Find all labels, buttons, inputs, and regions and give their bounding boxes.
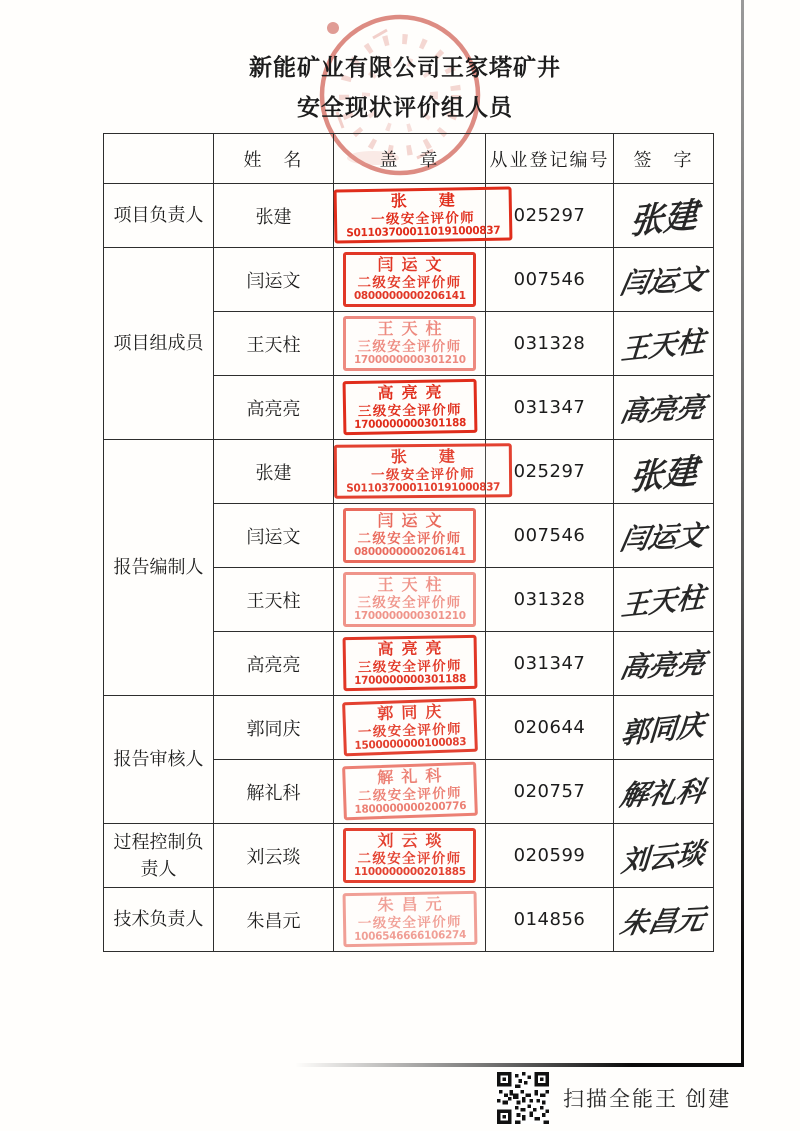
stamp-number: 1800000000200776 — [353, 799, 467, 817]
stamp-grade: 二级安全评价师 — [357, 851, 462, 867]
title-line-1: 新能矿业有限公司王家塔矿井 — [249, 55, 561, 80]
role-cell: 过程控制负责人 — [104, 824, 214, 888]
stamp-number: 1700000000301210 — [353, 609, 466, 623]
signature-cell — [614, 248, 714, 312]
registration-number-cell: 025297 — [486, 440, 614, 504]
role-cell: 项目负责人 — [104, 184, 214, 248]
stamp-name: 高亮亮 — [377, 640, 450, 659]
name-cell: 张建 — [214, 440, 334, 504]
stamp-name: 王天柱 — [377, 577, 450, 595]
name-cell: 张建 — [214, 184, 334, 248]
certification-stamp — [342, 635, 477, 692]
name-cell: 闫运文 — [214, 504, 334, 568]
table-row — [104, 824, 714, 888]
stamp-grade: 三级安全评价师 — [357, 595, 462, 611]
stamp-grade: 一级安全评价师 — [357, 721, 462, 741]
name-cell: 刘云琰 — [214, 824, 334, 888]
column-header: 签 字 — [614, 134, 714, 184]
role-cell: 技术负责人 — [104, 888, 214, 952]
stamp-grade: 二级安全评价师 — [357, 275, 462, 291]
handwritten-signature: 王天柱 — [620, 323, 707, 367]
handwritten-signature: 刘云琰 — [620, 835, 707, 879]
certification-stamp — [342, 698, 477, 757]
certification-stamp — [343, 828, 477, 882]
handwritten-signature: 朱昌元 — [618, 902, 709, 940]
name-cell: 高亮亮 — [214, 632, 334, 696]
name-cell: 王天柱 — [214, 312, 334, 376]
stamp-number: 1500000000100083 — [353, 735, 467, 753]
signature-cell — [614, 888, 714, 952]
camscanner-label: 扫描全能王 创建 — [563, 1087, 732, 1111]
stamp-name: 闫运文 — [377, 257, 450, 275]
camscanner-watermark — [497, 1072, 731, 1124]
stamp-name: 张 建 — [390, 448, 463, 467]
stamp-name: 高亮亮 — [377, 384, 450, 403]
signature-cell — [614, 696, 714, 760]
signature-cell — [614, 760, 714, 824]
stamp-number: 0800000000206141 — [353, 289, 466, 303]
stamp-cell — [334, 376, 486, 440]
stamp-number: 1100000000201885 — [353, 865, 466, 879]
stamp-name: 郭同庆 — [376, 703, 450, 724]
certification-stamp — [334, 187, 513, 244]
stamp-cell — [334, 568, 486, 632]
handwritten-signature: 闫运文 — [618, 262, 709, 300]
signature-cell — [614, 632, 714, 696]
role-cell: 报告编制人 — [104, 440, 214, 696]
name-cell: 闫运文 — [214, 248, 334, 312]
qr-code-icon — [497, 1072, 549, 1124]
registration-number-cell: 020757 — [486, 760, 614, 824]
stamp-grade: 一级安全评价师 — [357, 914, 462, 932]
stamp-number: 1006546666106274 — [353, 928, 466, 944]
stamp-cell — [334, 504, 486, 568]
signature-cell — [614, 504, 714, 568]
stamp-name: 朱昌元 — [377, 896, 450, 915]
signature-cell — [614, 824, 714, 888]
stamp-name: 刘云琰 — [377, 833, 450, 851]
stamp-cell — [334, 760, 486, 824]
table-row — [104, 440, 714, 504]
stamp-name: 闫运文 — [377, 513, 450, 531]
stamp-cell — [334, 888, 486, 952]
name-cell: 高亮亮 — [214, 376, 334, 440]
signature-cell — [614, 440, 714, 504]
stamp-cell — [334, 312, 486, 376]
stamp-grade: 三级安全评价师 — [357, 658, 462, 676]
table-row — [104, 248, 714, 312]
column-header: 从业登记编号 — [486, 134, 614, 184]
table-row — [104, 696, 714, 760]
stamp-cell — [334, 184, 501, 248]
registration-number-cell: 020644 — [486, 696, 614, 760]
signature-cell — [614, 312, 714, 376]
signature-cell — [614, 376, 714, 440]
name-cell: 解礼科 — [214, 760, 334, 824]
certification-stamp — [343, 572, 477, 626]
handwritten-signature: 高亮亮 — [618, 646, 709, 684]
stamp-name: 王天柱 — [377, 321, 450, 339]
handwritten-signature: 闫运文 — [618, 518, 709, 556]
certification-stamp — [343, 508, 477, 562]
stamp-cell — [334, 632, 486, 696]
stamp-grade: 一级安全评价师 — [370, 210, 476, 228]
registration-number-cell: 031347 — [486, 376, 614, 440]
stamp-name: 解礼科 — [376, 767, 450, 788]
handwritten-signature: 解礼科 — [618, 774, 709, 812]
evaluation-personnel-table — [103, 133, 714, 952]
stamp-grade: 三级安全评价师 — [357, 339, 462, 355]
stamp-grade: 一级安全评价师 — [371, 466, 476, 483]
column-header: 姓 名 — [214, 134, 334, 184]
stamp-cell — [334, 696, 486, 760]
certification-stamp — [342, 891, 477, 948]
registration-number-cell: 031347 — [486, 632, 614, 696]
handwritten-signature: 张建 — [628, 451, 699, 499]
registration-number-cell: 025297 — [486, 184, 614, 248]
stamp-number: 1700000000301188 — [353, 416, 466, 432]
registration-number-cell: 031328 — [486, 312, 614, 376]
registration-number-cell: 007546 — [486, 248, 614, 312]
document-title — [95, 48, 715, 128]
certification-stamp — [343, 316, 477, 370]
name-cell: 郭同庆 — [214, 696, 334, 760]
stamp-grade: 三级安全评价师 — [357, 402, 462, 420]
stamp-cell — [334, 248, 486, 312]
certification-stamp — [334, 444, 513, 500]
stamp-number: 1700000000301188 — [353, 672, 466, 688]
scan-page-edge-bottom — [295, 1063, 744, 1067]
stamp-number: 1700000000301210 — [353, 353, 466, 367]
signature-cell — [614, 568, 714, 632]
table-row — [104, 888, 714, 952]
handwritten-signature: 高亮亮 — [618, 390, 709, 428]
handwritten-signature: 郭同庆 — [620, 707, 707, 751]
column-header — [104, 134, 214, 184]
role-cell: 报告审核人 — [104, 696, 214, 824]
signature-cell — [614, 184, 714, 248]
title-line-2: 安全现状评价组人员 — [297, 95, 513, 120]
certification-stamp — [343, 252, 477, 306]
stamp-cell — [334, 824, 486, 888]
registration-number-cell: 020599 — [486, 824, 614, 888]
registration-number-cell: 031328 — [486, 568, 614, 632]
table-header-row — [104, 134, 714, 184]
certification-stamp — [342, 762, 477, 821]
column-header: 盖 章 — [334, 134, 486, 184]
stamp-number: 0800000000206141 — [353, 545, 466, 559]
table-row — [104, 184, 714, 248]
stamp-number: S011037000110191000837 — [346, 480, 501, 496]
table-body — [104, 184, 714, 952]
stamp-name: 张 建 — [390, 192, 463, 211]
name-cell: 王天柱 — [214, 568, 334, 632]
handwritten-signature: 王天柱 — [620, 579, 707, 623]
certification-stamp — [342, 379, 477, 436]
registration-number-cell: 014856 — [486, 888, 614, 952]
stamp-cell — [334, 440, 501, 504]
handwritten-signature: 张建 — [628, 195, 699, 243]
name-cell: 朱昌元 — [214, 888, 334, 952]
stamp-grade: 二级安全评价师 — [357, 785, 462, 805]
role-cell: 项目组成员 — [104, 248, 214, 440]
scan-page-edge-right — [741, 0, 744, 1066]
registration-number-cell: 007546 — [486, 504, 614, 568]
stamp-grade: 二级安全评价师 — [357, 531, 462, 547]
stamp-number: S011037000110191000837 — [346, 223, 501, 240]
